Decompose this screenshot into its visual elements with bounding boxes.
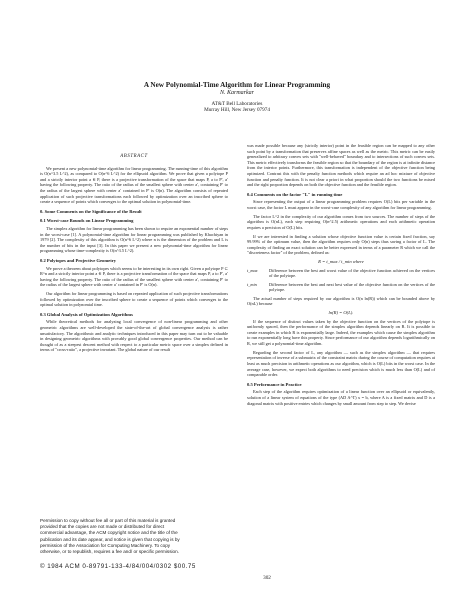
subsection-heading: 0.1 Worst-case Bounds on Linear Programming (40, 218, 134, 224)
paper-author: N. Karmarkar (219, 90, 254, 96)
definition-text: Difference between the best and worst value of the objective function achieved on the vertices of the polytope. (269, 267, 435, 279)
body-paragraph: We prove a theorem about polytopes which seems to be interesting in its own right. Given a polytope P ⊂ R^n and a strictly interior point a ∈ P, there is a projective transformation of the space that maps P, a to P′, a′ having the following property. The ratio of the radius of the smallest sphere with center a′, containing P′ to the radius of the largest sphere with center a′ contained in P′ is O(n). (40, 265, 228, 288)
subsection-heading: 0.5 Performance in Practice (247, 381, 302, 387)
body-paragraph: The factor L^2 in the complexity of our algorithm comes from two sources. The number of steps of the algorithm is O(nL), each step requiring O(n^2.5) arithmetic operations and each arithmetic operation requires a precision of O(L) bits. (247, 213, 435, 230)
body-paragraph: We present a new polynomial-time algorithm for linear programming. The running-time of this algorithm is O(n^3.5 L^2), as compared to O(n^6 L^2) for the ellipsoid algorithm. We prove that given a polytope P and a strictly interior point a ∈ P, there is a projective transformation of the space that maps P, a to P′, a′ having the following property. The ratio of the radius of the smallest sphere with center a′, containing P′ to the radius of the largest sphere with center a′ contained in P′ is O(n). The algorithm consists of repeated application of such projective transformations each followed by optimization over an inscribed sphere to create a sequence of points which converges to the optimal solution in polynomial-time. (40, 165, 228, 205)
definition-symbol: t_max (247, 267, 258, 273)
affiliation-line: Murray Hill, New Jersey 07974 (204, 107, 270, 114)
permission-line: provided that the copies are not made or distributed for direct (40, 524, 165, 530)
definition-row (247, 268, 435, 279)
permission-line: publication and its date appear, and notice is given that copying is by (40, 536, 180, 542)
subsection-heading: 0.2 Polytopes and Projective Geometry (40, 257, 117, 263)
body-paragraph: While theoretical methods for analyzing local convergence of non-linear programming and other geometric algorithms are well-developed the state-of-the-art of global convergence analysis is rather unsatisfactory. The algorithmic and analytic techniques introduced in this paper may turn out to be valuable in designing geometric algorithms with provably good global convergence properties. Our method can be thought of as a steepest descent method with respect to a particular metric space over a simplex defined in terms of "cross-ratio", a projective invariant. The global nature of our result (40, 319, 228, 353)
page-number: 302 (263, 575, 271, 581)
body-paragraph: Since representing the output of a linear programming problem requires O(L) bits per variable in the worst case, the factor L must appear in the worst-case complexity of any algorithm for linear programming. (247, 199, 435, 210)
definition-text: Difference between the best and next best value of the objective function on the vertices of the polytope. (269, 281, 435, 293)
permission-line: commercial advantage, the ACM copyright notice and the title of the (40, 530, 178, 536)
permission-notice (40, 518, 224, 555)
right-column (247, 143, 435, 409)
permission-line: otherwise, or to republish, requires a fee and/ or specific permission. (40, 549, 179, 555)
definition-symbol: t_min (247, 281, 257, 287)
abstract-heading: ABSTRACT (120, 154, 148, 159)
definition-row (247, 282, 435, 293)
body-paragraph: Regarding the second factor of L, any algorithm — such as the simplex algorithm — that requires representation of inverse of a submatrix of the constraint matrix during the course of computation requires at least as much precision in arithmetic operations as our algorithm, which is O(L) bits in the worst case. In the average case, however, we expect both algorithms to need precision which is much less than O(L) and of comparable order. (247, 349, 435, 378)
display-equation: ln(R) = O(L). (328, 310, 354, 316)
paper-title: A New Polynomial-Time Algorithm for Linear Programming (143, 81, 331, 89)
body-paragraph: was made possible because any (strictly interior) point in the feasible region can be mapped to any other such point by a transformation that preserves affine spaces as well as the metric. This metric can be easily generalized to arbitrary convex sets with "well-behaved" boundary and to intersections of such convex sets. This metric effectively transforms the feasible region so that the boundary of the region is at infinite distance from the interior points. Furthermore, this transformation is independent of the objective function being optimized. Contrast this with the penalty function methods which require an ad hoc mixture of objective function and penalty function. It is not clear a priori in what proportion should the two functions be mixed and the right proportion depends on both the objective function and the feasible region. (247, 143, 435, 188)
body-paragraph: Our algorithm for linear programming is based on repeated application of such projective transformations followed by optimization over the inscribed sphere to create a sequence of points which converges to the optimal solution in polynomial time. (40, 291, 228, 308)
definition-list (247, 268, 435, 293)
subsection-heading: 0.3 Global Analysis of Optimization Algorithms (40, 311, 133, 317)
body-paragraph: If the sequence of distinct values taken by the objective function on the vertices of the polytope is uniformly spaced, then the performance of the simplex algorithm depends linearly on R. It is possible to create examples in which R is exponentially large. Indeed, the examples which cause the simplex algorithm to run exponentially long have this property. Since performance of our algorithm depends logarithmically on R, we still get a polynomial-time algorithm. (247, 318, 435, 347)
copyright-line: © 1984 ACM 0-89791-133-4/84/004/0302 $00.75 (40, 563, 196, 570)
affiliation-line: AT&T Bell Laboratories (211, 101, 263, 107)
left-column (40, 154, 228, 356)
body-paragraph: Each step of the algorithm requires optimization of a linear function over an ellipsoid or equivalently, solution of a linear system of equations of the type (AD A^T) x = b, where A is a fixed matrix and D is a diagonal matrix with positive entries which changes by small amount from step to step. We devise (247, 389, 435, 406)
body-paragraph: If we are interested in finding a solution whose objective function value is certain fixed fraction, say 99.99% of the optimum value, then the algorithm requires only O(n) steps thus saving a factor of L. The complexity of finding an exact solution can be better expressed in terms of a parameter R which we call the "discreteness factor" of the problem, defined as: (247, 233, 435, 256)
author-affiliation (0, 101, 474, 114)
permission-line: permission of the Association for Computing Machinery. To copy (40, 542, 171, 548)
subsection-heading: 0.4 Comments on the factor "L" in running time (247, 191, 343, 197)
section-heading: 0. Some Comments on the Significance of the Result (40, 208, 142, 214)
permission-line: Permission to copy without fee all or part of this material is granted (40, 518, 176, 523)
body-paragraph: The actual number of steps required by our algorithm is O(n ln(R)) which can be bounded above by O(nL) because (247, 295, 435, 307)
display-equation: R = t_max / t_min where (318, 259, 364, 265)
body-paragraph: The simplex algorithm for linear programming has been shown to require an exponential number of steps in the worst-case [1]. A polynomial-time algorithm for linear programming was published by Khachiyan in 1979 [2]. The complexity of this algorithm is O(n^6 L^2) where n is the dimension of the problem and L is the number of bits in the input [3]. In this paper we present a new polynomial-time algorithm for linear programming whose time-complexity is O(n^3.5 L^2). (40, 225, 228, 254)
